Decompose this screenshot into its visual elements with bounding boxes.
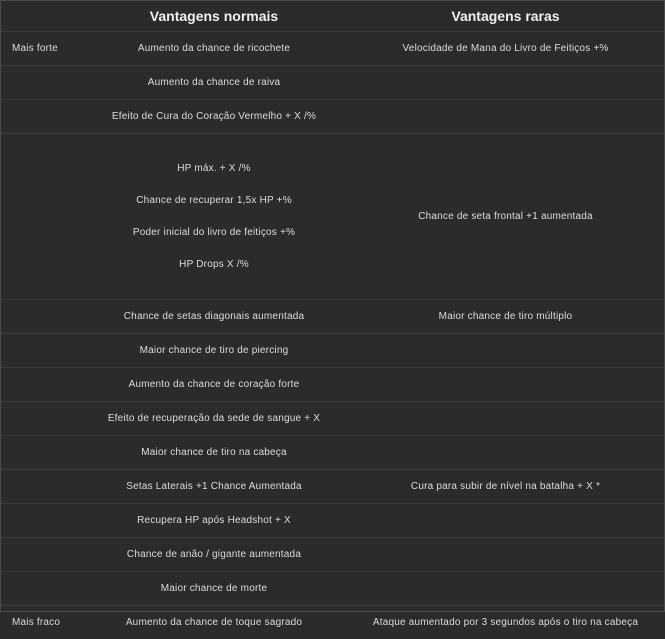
table-row: [1, 32, 664, 66]
normal-perk: Poder inicial do livro de feitiços +%: [81, 217, 347, 249]
rare-empty: [347, 572, 664, 606]
label-empty: [1, 436, 81, 470]
rare-perk: Velocidade de Mana do Livro de Feitiços +%: [347, 32, 664, 66]
header-normal-perks: Vantagens normais: [81, 1, 347, 32]
header-rare-perks: Vantagens raras: [347, 1, 664, 32]
label-empty: [1, 66, 81, 100]
normal-perk: Efeito de Cura do Coração Vermelho + X /%: [81, 100, 347, 134]
normal-perk: Aumento da chance de toque sagrado: [81, 606, 347, 639]
normal-perk: Aumento da chance de ricochete: [81, 32, 347, 66]
label-empty: [1, 100, 81, 134]
perks-table: [1, 1, 664, 639]
normal-perk: Chance de recuperar 1,5x HP +%: [81, 185, 347, 217]
label-empty: [1, 538, 81, 572]
header-empty: [1, 1, 81, 32]
table-row: [1, 402, 664, 436]
table-row: [1, 368, 664, 402]
table-row: [1, 134, 664, 300]
table-row: [1, 504, 664, 538]
label-empty: [1, 402, 81, 436]
normal-perk: Setas Laterais +1 Chance Aumentada: [81, 470, 347, 504]
normal-perk: Chance de setas diagonais aumentada: [81, 300, 347, 334]
normal-perk: Chance de anão / gigante aumentada: [81, 538, 347, 572]
rare-perk: Maior chance de tiro múltiplo: [347, 300, 664, 334]
table-row: [1, 100, 664, 134]
table-row: [1, 66, 664, 100]
label-empty: [1, 134, 81, 300]
normal-perk: Maior chance de tiro na cabeça: [81, 436, 347, 470]
label-empty: [1, 368, 81, 402]
normal-perk: Efeito de recuperação da sede de sangue + X: [81, 402, 347, 436]
header-row: [1, 1, 664, 32]
table-row: [1, 470, 664, 504]
normal-perk: HP máx. + X /%: [81, 153, 347, 185]
table-row: [1, 436, 664, 470]
rare-perk: Chance de seta frontal +1 aumentada: [347, 134, 664, 300]
rare-perk: Cura para subir de nível na batalha + X *: [347, 470, 664, 504]
label-weakest: Mais fraco: [1, 606, 81, 639]
label-empty: [1, 504, 81, 538]
table-row: [1, 572, 664, 606]
normal-perk: Maior chance de tiro de piercing: [81, 334, 347, 368]
table-row: [1, 538, 664, 572]
label-empty: [1, 300, 81, 334]
normal-perk: Recupera HP após Headshot + X: [81, 504, 347, 538]
rare-empty: [347, 66, 664, 100]
normal-perk: HP Drops X /%: [81, 249, 347, 281]
rare-empty: [347, 402, 664, 436]
rare-perk: Ataque aumentado por 3 segundos após o tiro na cabeça: [347, 606, 664, 639]
rare-empty: [347, 538, 664, 572]
normal-perk: Aumento da chance de coração forte: [81, 368, 347, 402]
rare-empty: [347, 368, 664, 402]
rare-empty: [347, 334, 664, 368]
rare-empty: [347, 504, 664, 538]
normal-perk-group: [81, 134, 347, 300]
rare-empty: [347, 436, 664, 470]
label-strongest: Mais forte: [1, 32, 81, 66]
normal-perk: Maior chance de morte: [81, 572, 347, 606]
normal-perk: Aumento da chance de raiva: [81, 66, 347, 100]
label-empty: [1, 572, 81, 606]
label-empty: [1, 470, 81, 504]
rare-empty: [347, 100, 664, 134]
table-row: [1, 300, 664, 334]
table-row: [1, 606, 664, 639]
table-row: [1, 334, 664, 368]
label-empty: [1, 334, 81, 368]
